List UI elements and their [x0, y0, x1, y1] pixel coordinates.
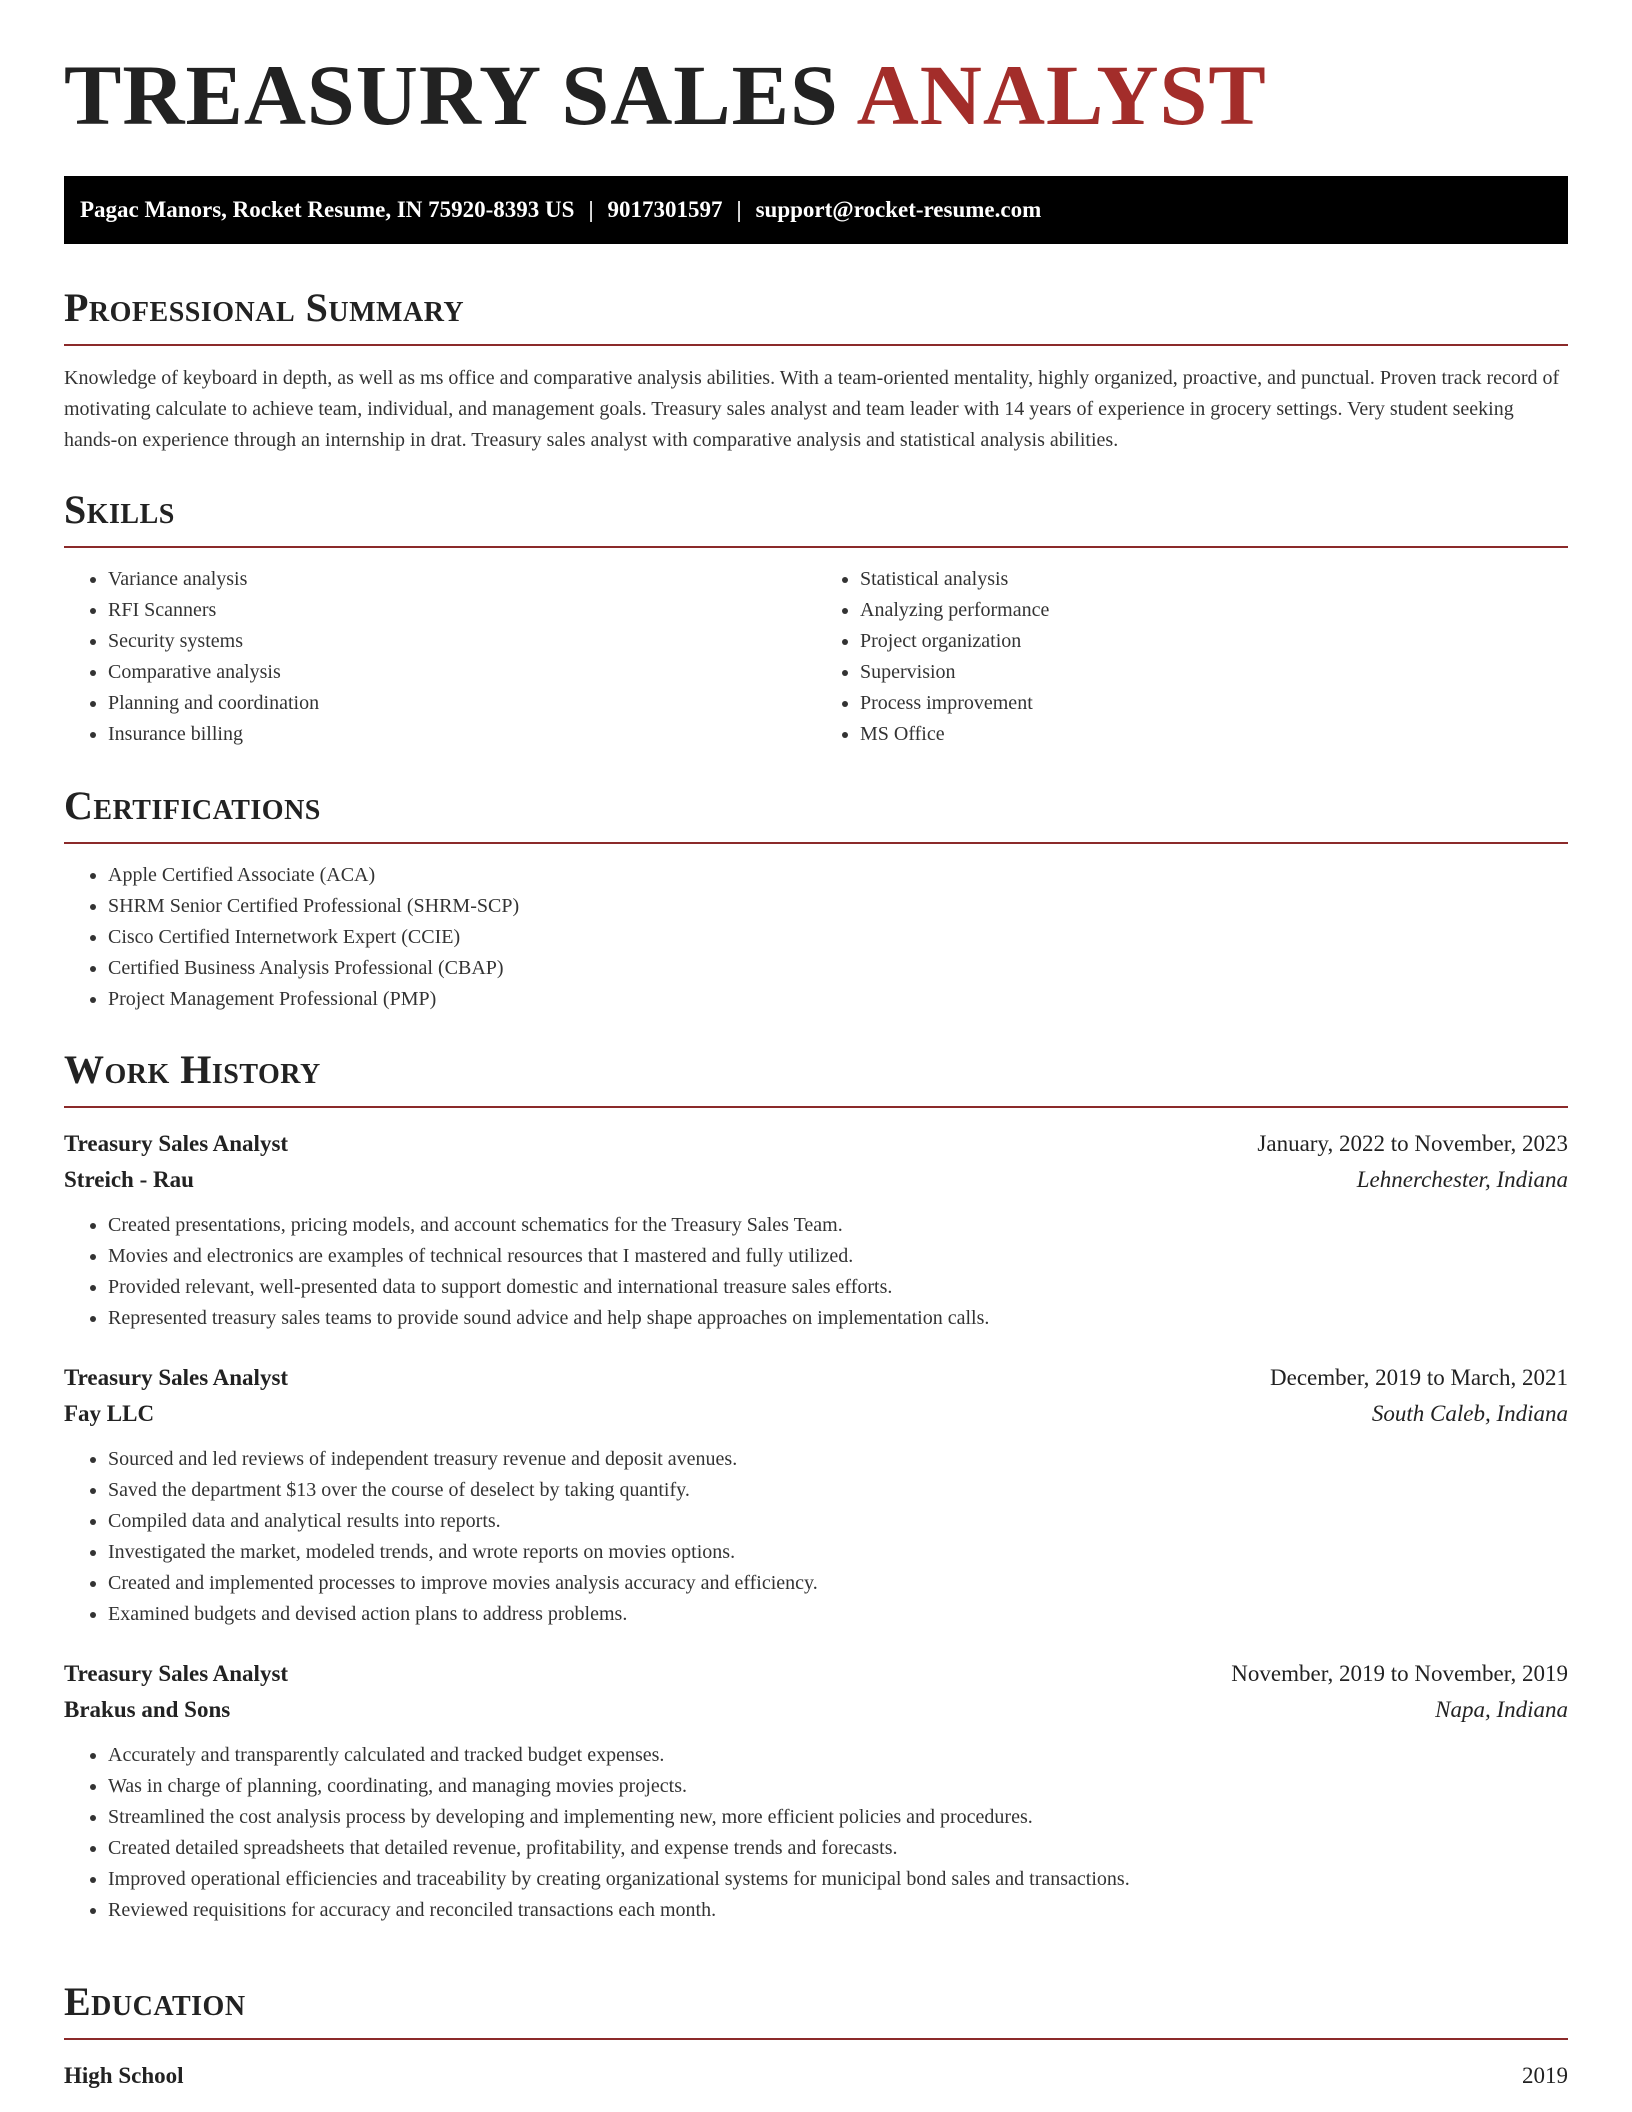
- list-item: • Represented treasury sales teams to provide sound advice and help shape approaches on implementation calls.: [108, 1303, 1568, 1334]
- work-history-heading: Work History: [64, 1047, 321, 1092]
- job-title: Treasury Sales Analyst: [64, 1131, 289, 1156]
- list-item: • SHRM Senior Certified Professional (SHRM-SCP): [108, 891, 1568, 922]
- job-entry: [64, 1360, 1568, 1630]
- list-item: • Examined budgets and devised action plans to address problems.: [108, 1599, 1568, 1630]
- job-subheader: [64, 1692, 1568, 1728]
- list-item: • Statistical analysis: [860, 564, 1568, 595]
- list-item: • Cisco Certified Internetwork Expert (CCIE): [108, 922, 1568, 953]
- job-company: Brakus and Sons: [64, 1697, 231, 1722]
- list-item: • MS Office: [860, 719, 1568, 750]
- summary-heading: Professional Summary: [64, 285, 465, 330]
- contact-email: support@rocket-resume.com: [755, 197, 1042, 222]
- job-entry: [64, 1656, 1568, 1926]
- job-entry: [64, 1126, 1568, 1334]
- job-title: Treasury Sales Analyst: [64, 1365, 289, 1390]
- job-title: Treasury Sales Analyst: [64, 1661, 289, 1686]
- job-company: Streich - Rau: [64, 1167, 194, 1192]
- skills-heading: Skills: [64, 487, 175, 532]
- contact-phone: 9017301597: [607, 197, 723, 222]
- list-item: • Insurance billing: [108, 719, 816, 750]
- list-item: • Certified Business Analysis Professional (CBAP): [108, 953, 1568, 984]
- list-item: • Investigated the market, modeled trends, and wrote reports on movies options.: [108, 1537, 1568, 1568]
- list-item: • RFI Scanners: [108, 595, 816, 626]
- list-item: • Streamlined the cost analysis process by developing and implementing new, more efficient policies and procedures.: [108, 1802, 1568, 1833]
- job-subheader: [64, 1396, 1568, 1432]
- section-divider: [64, 1106, 1568, 1108]
- skills-list-right: [816, 564, 1568, 750]
- skills-columns: [64, 564, 1568, 750]
- job-bullets: [64, 1740, 1568, 1926]
- job-header: [64, 1126, 1568, 1162]
- job-header: [64, 1360, 1568, 1396]
- section-divider: [64, 546, 1568, 548]
- job-bullets: [64, 1444, 1568, 1630]
- list-item: • Created detailed spreadsheets that detailed revenue, profitability, and expense trends and forecasts.: [108, 1833, 1568, 1864]
- list-item: • Was in charge of planning, coordinating, and managing movies projects.: [108, 1771, 1568, 1802]
- list-item: • Analyzing performance: [860, 595, 1568, 626]
- contact-separator: |: [736, 197, 742, 222]
- job-dates: December, 2019 to March, 2021: [1270, 1365, 1568, 1390]
- contact-separator: |: [588, 197, 594, 222]
- list-item: • Created presentations, pricing models, and account schematics for the Treasury Sales Team.: [108, 1210, 1568, 1241]
- list-item: • Project Management Professional (PMP): [108, 984, 1568, 1015]
- summary-section: [64, 285, 1568, 456]
- job-dates: November, 2019 to November, 2019: [1231, 1661, 1568, 1686]
- list-item: • Comparative analysis: [108, 657, 816, 688]
- job-subheader: [64, 1162, 1568, 1198]
- education-year: 2019: [1522, 2063, 1568, 2088]
- list-item: • Movies and electronics are examples of technical resources that I mastered and fully utilized.: [108, 1241, 1568, 1272]
- list-item: • Security systems: [108, 626, 816, 657]
- section-divider: [64, 2038, 1568, 2040]
- certifications-list: [64, 860, 1568, 1015]
- page-title: [64, 47, 1267, 143]
- job-location: Napa, Indiana: [1435, 1697, 1568, 1722]
- certifications-heading: Certifications: [64, 783, 321, 828]
- job-bullets: [64, 1210, 1568, 1334]
- section-divider: [64, 344, 1568, 346]
- list-item: • Project organization: [860, 626, 1568, 657]
- summary-text: Knowledge of keyboard in depth, as well as ms office and comparative analysis abilities. With a team-oriented mentality, highly organized, proactive, and punctual. Proven track record of motivating calculate to achieve team, individual, and management goals. Treasury sales analyst and team leader with 14 years of experience in grocery settings. Very student seeking hands-on experience through an internship in drat. Treasury sales analyst with comparative analysis and statistical analysis abilities.: [64, 367, 1560, 451]
- education-heading: Education: [64, 1979, 246, 2024]
- section-divider: [64, 842, 1568, 844]
- skills-list-left: [64, 564, 816, 750]
- job-header: [64, 1656, 1568, 1692]
- education-entry: [64, 2058, 1568, 2094]
- work-history-section: [64, 1047, 1568, 1926]
- job-location: Lehnerchester, Indiana: [1356, 1167, 1568, 1192]
- list-item: • Apple Certified Associate (ACA): [108, 860, 1568, 891]
- education-section: [64, 1979, 1568, 2094]
- title-accent: ANALYST: [856, 47, 1267, 143]
- list-item: • Variance analysis: [108, 564, 816, 595]
- list-item: • Improved operational efficiencies and traceability by creating organizational systems for municipal bond sales and transactions.: [108, 1864, 1568, 1895]
- job-dates: January, 2022 to November, 2023: [1257, 1131, 1568, 1156]
- list-item: • Process improvement: [860, 688, 1568, 719]
- job-location: South Caleb, Indiana: [1371, 1401, 1568, 1426]
- list-item: • Sourced and led reviews of independent treasury revenue and deposit avenues.: [108, 1444, 1568, 1475]
- skills-section: [64, 487, 1568, 750]
- list-item: • Supervision: [860, 657, 1568, 688]
- job-company: Fay LLC: [64, 1401, 155, 1426]
- title-main: TREASURY SALES: [64, 47, 839, 143]
- education-degree: High School: [64, 2063, 184, 2088]
- list-item: • Planning and coordination: [108, 688, 816, 719]
- list-item: • Saved the department $13 over the course of deselect by taking quantify.: [108, 1475, 1568, 1506]
- contact-bar: [64, 176, 1568, 244]
- certifications-section: [64, 783, 1568, 1015]
- list-item: • Accurately and transparently calculated and tracked budget expenses.: [108, 1740, 1568, 1771]
- contact-address: Pagac Manors, Rocket Resume, IN 75920-8393 US: [80, 197, 575, 222]
- list-item: • Created and implemented processes to improve movies analysis accuracy and efficiency.: [108, 1568, 1568, 1599]
- list-item: • Reviewed requisitions for accuracy and reconciled transactions each month.: [108, 1895, 1568, 1926]
- list-item: • Compiled data and analytical results into reports.: [108, 1506, 1568, 1537]
- list-item: • Provided relevant, well-presented data to support domestic and international treasure sales efforts.: [108, 1272, 1568, 1303]
